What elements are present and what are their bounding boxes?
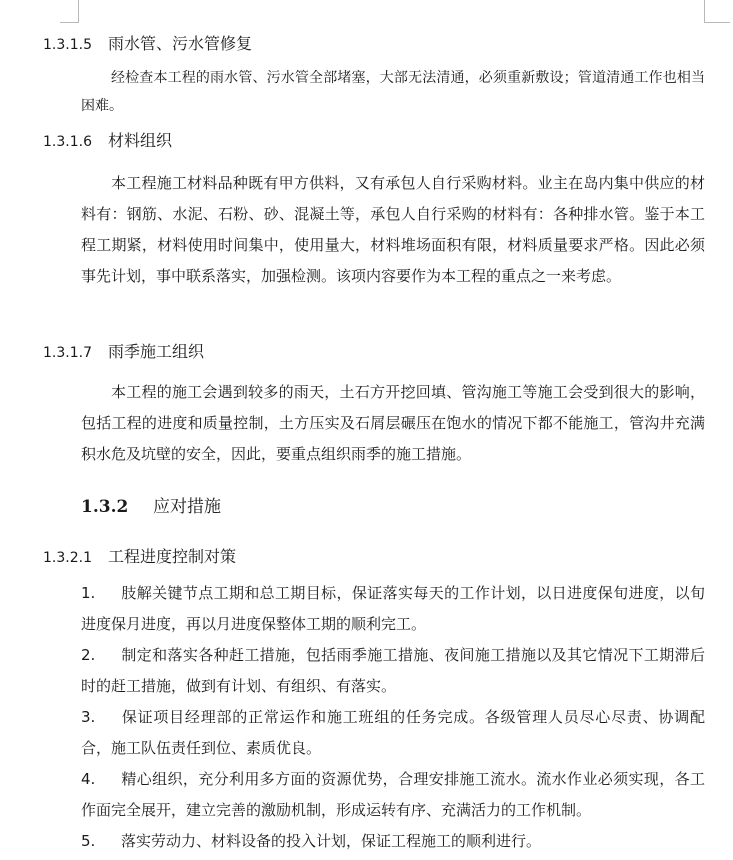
section-number: 1.3.2 bbox=[81, 497, 129, 517]
section-heading bbox=[43, 544, 236, 567]
section-heading bbox=[43, 339, 204, 362]
subsection-heading bbox=[81, 492, 221, 517]
paragraph: 本工程的施工会遇到较多的雨天，土石方开挖回填、管沟施工等施工会受到很大的影响，包括工程的进度和质量控制，土方压实及石屑层碾压在饱水的情况下都不能施工，管沟井充满积水危及坑壁的安全，因此，要重点组织雨季的施工措施。 bbox=[81, 383, 705, 463]
section-title: 雨水管、污水管修复 bbox=[108, 34, 253, 53]
section-number: 1.3.1.6 bbox=[43, 134, 92, 150]
list-item bbox=[81, 702, 705, 764]
list-item-number: 4. bbox=[81, 770, 96, 788]
list-item bbox=[81, 640, 705, 702]
paragraph: 本工程施工材料品种既有甲方供料，又有承包人自行采购材料。业主在岛内集中供应的材料有：钢筋、水泥、石粉、砂、混凝土等，承包人自行采购的材料有：各种排水管。鉴于本工程工期紧，材料使用时间集中，使用量大，材料堆场面积有限，材料质量要求严格。因此必须事先计划，事中联系落实，加强检测。该项内容要作为本工程的重点之一来考虑。 bbox=[81, 174, 705, 285]
section-title: 应对措施 bbox=[153, 497, 221, 517]
list-item-text: 保证项目经理部的正常运作和施工班组的任务完成。各级管理人员尽心尽责、协调配合，施工队伍责任到位、素质优良。 bbox=[81, 708, 705, 757]
section-title: 工程进度控制对策 bbox=[108, 547, 237, 566]
list-item-text: 精心组织，充分利用多方面的资源优势，合理安排施工流水。流水作业必须实现，各工作面完全展开，建立完善的激励机制，形成运转有序、充满活力的工作机制。 bbox=[81, 770, 705, 819]
section-heading bbox=[43, 31, 252, 54]
page-corner-mark-right bbox=[704, 0, 730, 23]
list-item bbox=[81, 578, 705, 640]
list-item-number: 3. bbox=[81, 708, 96, 726]
list-item-text: 肢解关键节点工期和总工期目标，保证落实每天的工作计划，以日进度保旬进度，以旬进度保月进度，再以月进度保整体工期的顺利完工。 bbox=[81, 584, 705, 633]
list-item-text: 落实劳动力、材料设备的投入计划，保证工程施工的顺利进行。 bbox=[121, 832, 542, 850]
paragraph: 经检查本工程的雨水管、污水管全部堵塞，大部无法清通，必须重新敷设；管道清通工作也相当困难。 bbox=[81, 70, 705, 114]
section-title: 雨季施工组织 bbox=[108, 342, 205, 361]
page-corner-mark-left bbox=[60, 0, 79, 23]
section-number: 1.3.2.1 bbox=[43, 550, 92, 566]
list-item-number: 1. bbox=[81, 584, 96, 602]
section-title: 材料组织 bbox=[108, 131, 173, 150]
list-item bbox=[81, 764, 705, 826]
list-item-number: 5. bbox=[81, 832, 96, 850]
list-item bbox=[81, 826, 705, 857]
section-heading bbox=[43, 128, 172, 151]
list-item-text: 制定和落实各种赶工措施，包括雨季施工措施、夜间施工措施以及其它情况下工期滞后时的赶工措施，做到有计划、有组织、有落实。 bbox=[81, 646, 705, 695]
section-number: 1.3.1.5 bbox=[43, 37, 92, 53]
section-number: 1.3.1.7 bbox=[43, 345, 92, 361]
list-item-number: 2. bbox=[81, 646, 96, 664]
